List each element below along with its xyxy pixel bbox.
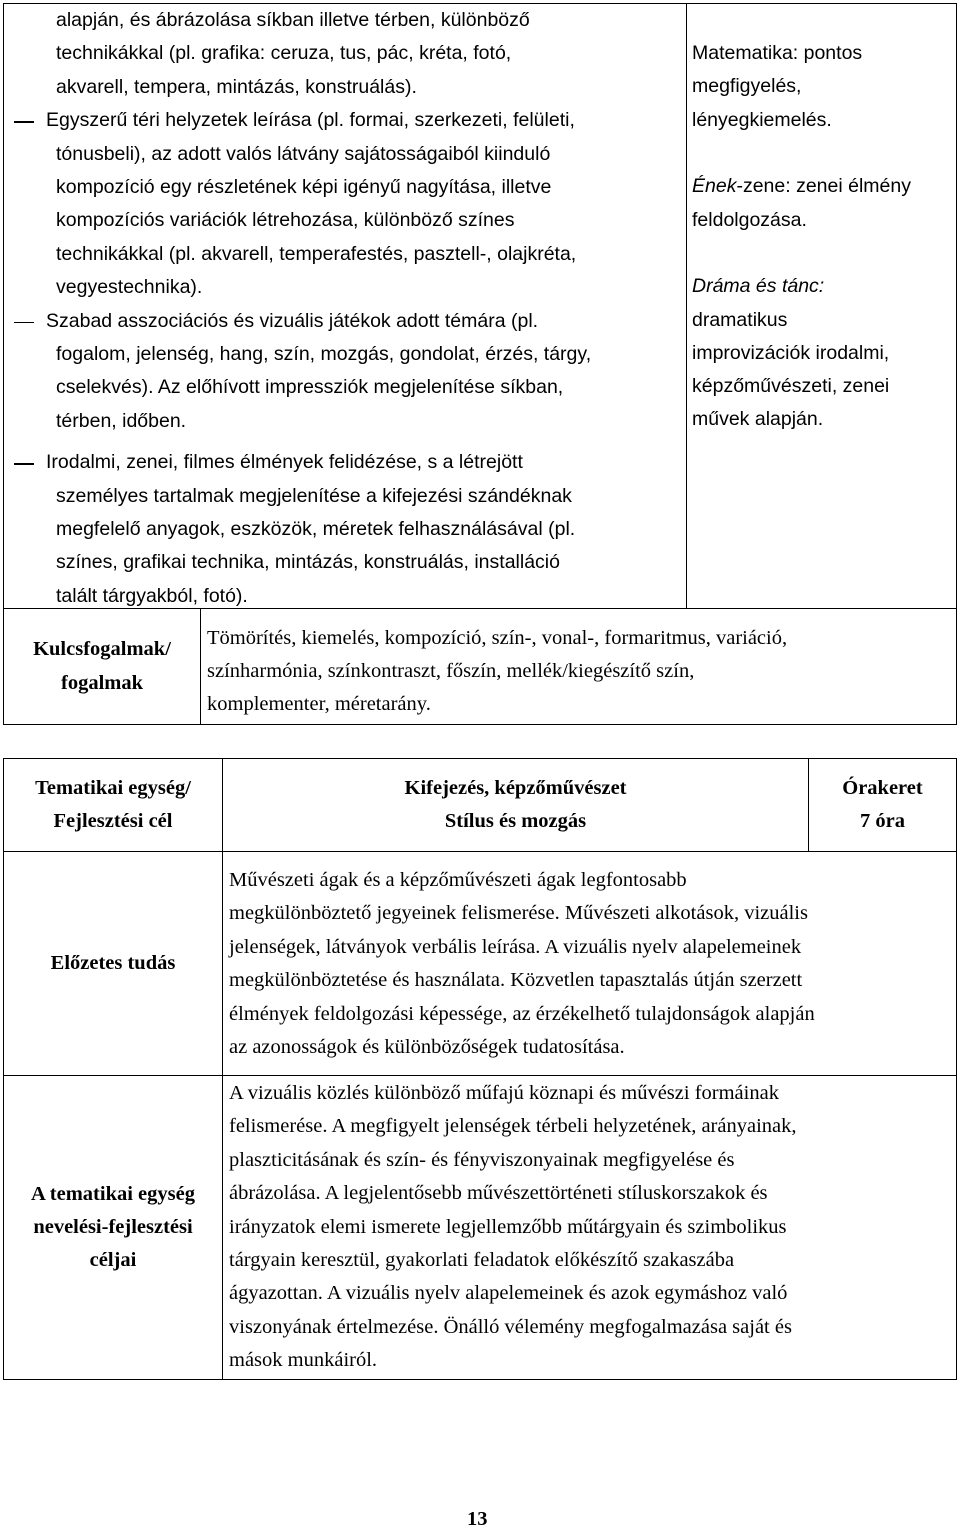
activity-line: vegyestechnika). <box>56 276 203 299</box>
kulcsfogalmak-label-line-1: Kulcsfogalmak/ <box>33 638 171 661</box>
enek-line-1 <box>692 170 911 203</box>
text-line: jelenségek, látványok verbális leírása. A vizuális nyelv alapelemeinek <box>229 935 802 958</box>
drama-line-4: művek alapján. <box>692 408 824 430</box>
activity-line: Szabad asszociációs és vizuális játékok adott témára (pl. <box>46 309 539 332</box>
drama-line-3: képzőművészeti, zenei <box>692 375 890 397</box>
unit-title-line-2: Stílus és mozgás <box>444 810 587 832</box>
celok-label <box>4 1076 222 1379</box>
text-line: viszonyának értelmezése. Önálló vélemény megfogalmazása saját és <box>229 1315 792 1338</box>
activity-line: színes, grafikai technika, mintázás, konstruálás, installáció <box>56 551 560 574</box>
celok-label-line-2: nevelési-fejlesztési <box>33 1215 193 1238</box>
text-line: komplementer, méretarány. <box>207 693 431 716</box>
text-line: tárgyain keresztül, gyakorlati feladatok előkészítő szakaszába <box>229 1249 735 1271</box>
unit-title-line-1: Kifejezés, képzőművészet <box>404 776 627 799</box>
activity-line: megfelelő anyagok, eszközök, méretek felhasználásával (pl. <box>56 518 576 540</box>
matek-line-2: megfigyelés, <box>692 75 802 97</box>
elozetes-tudas-label <box>4 852 222 1075</box>
list-dash-icon <box>14 322 34 324</box>
enek-rest: -zene: zenei élmény <box>736 175 911 197</box>
drama-line-2: improvizációk irodalmi, <box>692 342 890 364</box>
text-line: színharmónia, színkontraszt, főszín, mellék/kiegészítő szín, <box>207 660 695 683</box>
activity-line: cselekvés). Az előhívott impressziók megjelenítése síkban, <box>56 376 564 399</box>
activity-line: kompozíció egy részletének képi igényű nagyítása, illetve <box>56 176 552 198</box>
orakeret-value: 7 óra <box>860 810 905 832</box>
text-line: ágyazottan. A vizuális nyelv alapelemeinek és azok egymáshoz való <box>229 1282 788 1305</box>
unit-title <box>223 759 808 851</box>
kulcsfogalmak-label-line-2: fogalmak <box>61 671 143 694</box>
activity-line: fogalom, jelenség, hang, szín, mozgás, gondolat, érzés, tárgy, <box>56 343 592 365</box>
text-line: az azonosságok és különbözőségek tudatosítása. <box>229 1036 625 1058</box>
activity-line: térben, időben. <box>56 409 187 432</box>
activity-line: technikákkal (pl. grafika: ceruza, tus, pác, kréta, fotó, <box>56 42 512 65</box>
activity-line: Egyszerű téri helyzetek leírása (pl. formai, szerkezeti, felületi, <box>46 109 575 132</box>
matek-line-3: lényegkiemelés. <box>692 109 832 131</box>
text-line: plaszticitásának és szín- és fényviszonyainak megfigyelése és <box>229 1148 735 1171</box>
enek-line-2: feldolgozása. <box>692 209 807 231</box>
orakeret-label: Órakeret <box>842 776 923 799</box>
enek-italic: Ének <box>692 175 737 197</box>
activity-line: személyes tartalmak megjelenítése a kifejezési szándéknak <box>56 484 572 507</box>
text-line: élmények feldolgozási képessége, az érzékelhető tulajdonságok alapján <box>229 1002 815 1025</box>
text-line: Tömörítés, kiemelés, kompozíció, szín-, vonal-, formaritmus, variáció, <box>207 627 788 649</box>
tematikai-egyseg-label-line-2: Fejlesztési cél <box>53 810 173 832</box>
text-line: megkülönböztető jegyeinek felismerése. Művészeti alkotások, vizuális <box>229 902 808 925</box>
drama-title: Dráma és tánc: <box>692 275 825 297</box>
matek-line-1: Matematika: pontos <box>692 42 863 64</box>
tematikai-egyseg-label-line-1: Tematikai egység/ <box>35 776 191 799</box>
text-line: irányzatok elemi ismerete legjellemzőbb műtárgyain és szimbolikus <box>229 1215 787 1238</box>
activity-line: talált tárgyakból, fotó). <box>56 584 248 607</box>
text-line: felismerése. A megfigyelt jelenségek térbeli helyzetének, arányainak, <box>229 1115 797 1138</box>
list-dash-icon <box>14 121 34 123</box>
orakeret <box>809 759 956 851</box>
drama-line-1: dramatikus <box>692 309 788 331</box>
activity-line: tónusbeli), az adott valós látvány sajátosságaiból kiinduló <box>56 142 551 165</box>
text-line: A vizuális közlés különböző műfajú köznapi és művészi formáinak <box>229 1082 779 1104</box>
text-line: ábrázolása. A legjelentősebb művészettörténeti stíluskorszakok és <box>229 1182 768 1205</box>
page-number: 13 <box>467 1508 488 1530</box>
activity-line: technikákkal (pl. akvarell, temperafestés, pasztell-, olajkréta, <box>56 242 577 265</box>
text-line: mások munkáiról. <box>229 1349 378 1372</box>
list-dash-icon <box>14 463 34 465</box>
celok-label-line-3: céljai <box>89 1249 137 1272</box>
activity-line: kompozíciós variációk létrehozása, különböző színes <box>56 209 515 232</box>
activity-line: akvarell, tempera, mintázás, konstruálás). <box>56 75 417 98</box>
text-line: Művészeti ágak és a képzőművészeti ágak legfontosabb <box>229 869 687 891</box>
celok-label-line-1: A tematikai egység <box>31 1182 195 1205</box>
activity-line: alapján, és ábrázolása síkban illetve térben, különböző <box>56 9 530 31</box>
kulcsfogalmak-label <box>4 609 200 724</box>
activity-line: Irodalmi, zenei, filmes élmények felidézése, s a létrejött <box>46 451 523 474</box>
elozetes-tudas-label-text: Előzetes tudás <box>50 951 176 974</box>
text-line: megkülönböztetése és használata. Közvetlen tapasztalás útján szerzett <box>229 969 803 992</box>
tematikai-egyseg-label <box>4 759 222 851</box>
